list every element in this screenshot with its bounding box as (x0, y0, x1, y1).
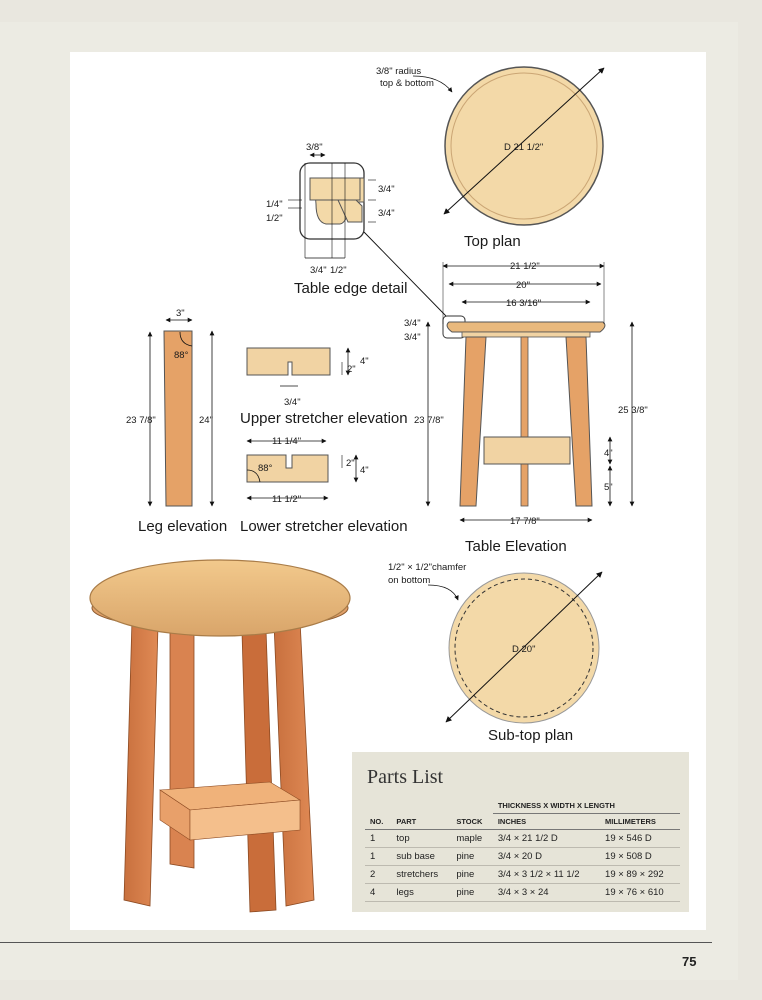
radius-note-line2: top & bottom (380, 78, 434, 89)
table-row (365, 848, 680, 866)
upper-dim-3-4: 3/4" (284, 397, 301, 408)
edge-dim-3-4-a: 3/4" (378, 184, 395, 195)
elev-dim-5: 5" (604, 482, 613, 493)
col-millimeters: MILLIMETERS (600, 814, 680, 830)
row-mm: 19 × 546 D (600, 830, 680, 848)
elev-dim-23-7-8: 23 7/8" (414, 415, 444, 426)
edge-dim-3-8: 3/8" (306, 142, 323, 153)
parts-list (352, 752, 689, 912)
leg-elevation-view (126, 308, 227, 535)
elev-dim-4: 4" (604, 448, 613, 459)
top-plan-title: Top plan (464, 233, 521, 250)
sub-top-plan-title: Sub-top plan (488, 727, 574, 744)
row-inches: 3/4 × 3 1/2 × 11 1/2 (493, 866, 600, 884)
elev-dim-21-1-2: 21 1/2" (510, 261, 540, 272)
edge-dim-bottom-3-4: 3/4" (310, 265, 327, 276)
upper-dim-4: 4" (360, 356, 369, 367)
top-diameter-label: D 21 1/2" (504, 142, 544, 153)
table-3d-top (90, 560, 350, 636)
table-edge-detail-view (266, 142, 446, 316)
leg-left-height: 23 7/8" (126, 415, 156, 426)
lower-angle: 88° (258, 463, 273, 474)
row-stock: pine (451, 866, 493, 884)
sub-top-plan-view (388, 562, 602, 744)
lower-bottom-length: 11 1/2" (272, 494, 302, 505)
elev-dim-25-3-8: 25 3/8" (618, 405, 648, 416)
row-inches: 3/4 × 3 × 24 (493, 884, 600, 902)
upper-dim-2: 2" (347, 364, 356, 375)
row-inches: 3/4 × 20 D (493, 848, 600, 866)
row-no: 1 (365, 848, 391, 866)
upper-stretcher-title: Upper stretcher elevation (240, 410, 408, 427)
row-part: legs (391, 884, 451, 902)
leg-elevation-title: Leg elevation (138, 518, 228, 535)
parts-table (365, 798, 680, 902)
row-part: stretchers (391, 866, 451, 884)
chamfer-note-line1: 1/2" × 1/2"chamfer (388, 562, 467, 573)
edge-dim-1-2-left: 1/2" (266, 213, 283, 224)
elev-dim-17-7-8: 17 7/8" (510, 516, 540, 527)
leg-top-width: 3" (176, 308, 185, 319)
lower-dim-4: 4" (360, 465, 369, 476)
table-elevation-view (404, 261, 648, 555)
row-stock: pine (451, 884, 493, 902)
row-mm: 19 × 508 D (600, 848, 680, 866)
table-row (365, 866, 680, 884)
radius-note-line1: 3/8" radius (376, 66, 422, 77)
leg-right-height: 24" (199, 415, 213, 426)
col-stock: STOCK (451, 814, 493, 830)
upper-stretcher-shape (247, 348, 330, 375)
top-plan-view (376, 66, 604, 250)
row-no: 2 (365, 866, 391, 884)
lower-stretcher-title: Lower stretcher elevation (240, 518, 408, 535)
parts-list-title: Parts List (367, 766, 444, 788)
upper-stretcher-view (240, 348, 408, 427)
row-stock: maple (451, 830, 493, 848)
edge-dim-1-4: 1/4" (266, 199, 283, 210)
elev-dim-16-3-16: 16 3/16" (506, 298, 542, 309)
edge-dim-3-4-b: 3/4" (378, 208, 395, 219)
row-inches: 3/4 × 21 1/2 D (493, 830, 600, 848)
col-part: PART (391, 814, 451, 830)
lower-dim-2: 2" (346, 458, 355, 469)
table-elevation-title: Table Elevation (465, 538, 567, 555)
row-mm: 19 × 76 × 610 (600, 884, 680, 902)
page-number: 75 (682, 954, 697, 969)
elev-dim-20: 20" (516, 280, 530, 291)
chamfer-note-line2: on bottom (388, 575, 431, 586)
edge-dim-bottom-1-2: 1/2" (330, 265, 347, 276)
col-no: NO. (365, 814, 391, 830)
row-part: top (391, 830, 451, 848)
row-mm: 19 × 89 × 292 (600, 866, 680, 884)
elev-dim-3-4-a: 3/4" (404, 318, 421, 329)
table-row (365, 884, 680, 902)
lower-stretcher-view (240, 436, 408, 535)
col-inches: INCHES (493, 814, 600, 830)
table-row (365, 830, 680, 848)
row-stock: pine (451, 848, 493, 866)
row-part: sub base (391, 848, 451, 866)
table-3d-illustration (90, 560, 350, 912)
lower-top-length: 11 1/4" (272, 436, 302, 447)
elev-dim-3-4-b: 3/4" (404, 332, 421, 343)
table-edge-detail-title: Table edge detail (294, 280, 408, 297)
row-no: 1 (365, 830, 391, 848)
elevation-top (447, 322, 605, 332)
subtop-diameter-label: D 20" (512, 644, 536, 655)
leg-angle: 88° (174, 350, 189, 361)
row-no: 4 (365, 884, 391, 902)
parts-group-header: THICKNESS X WIDTH X LENGTH (493, 798, 680, 814)
